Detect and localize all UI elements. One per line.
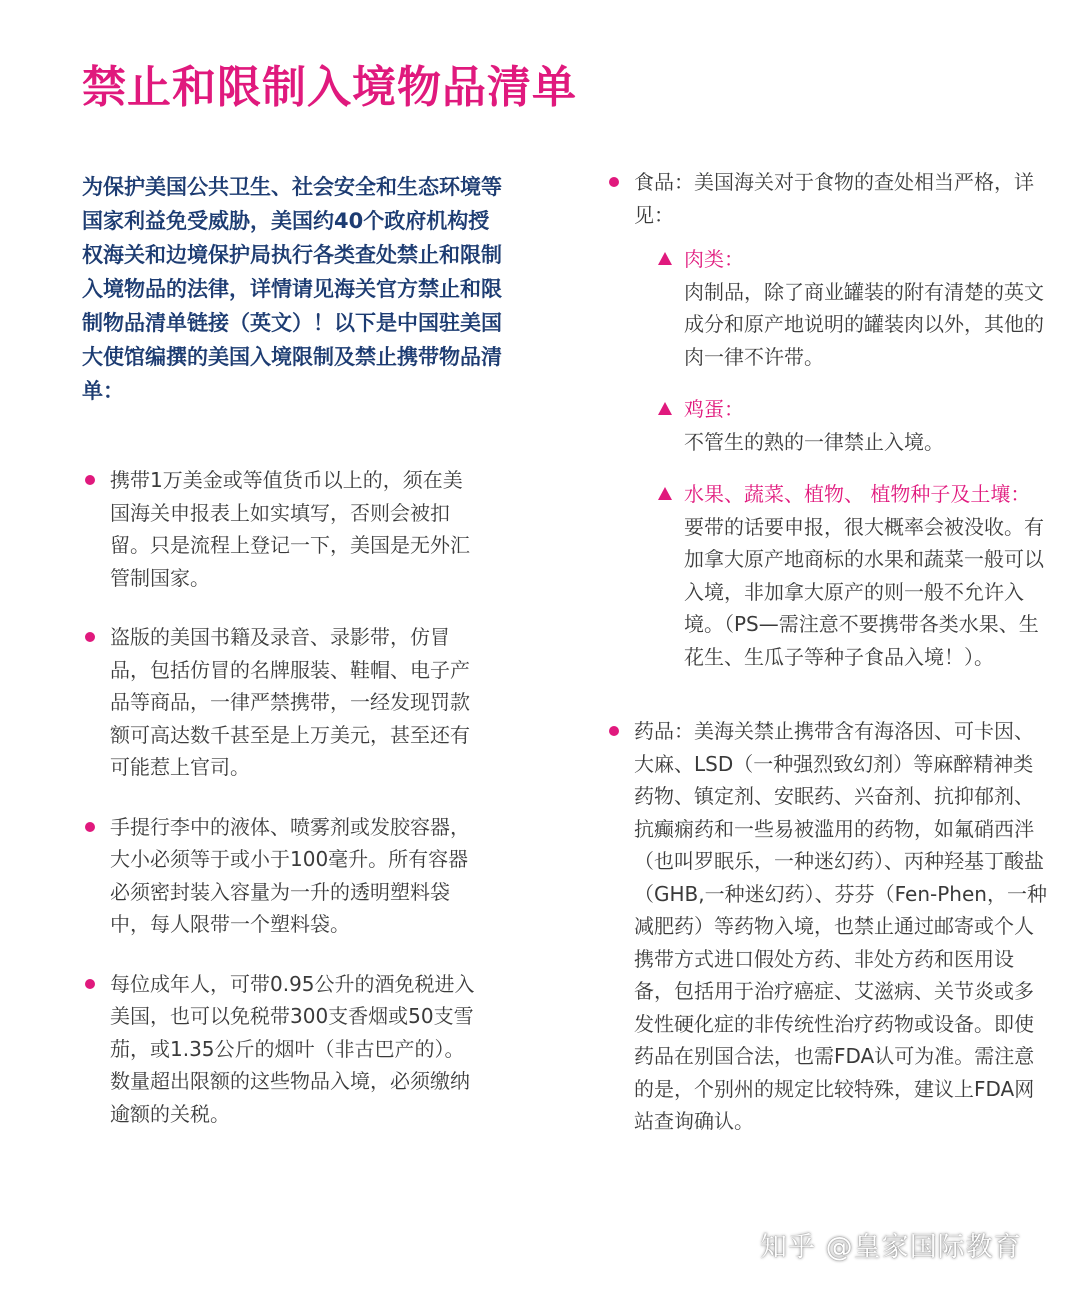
sub-body-text: 要带的话要申报，很大概率会被没收。有加拿大原产地商标的水果和蔬菜一般可以入境，非加拿大原产的则一般不允许入境。（PS—需注意不要携带各类水果、生花生、生瓜子等种子食品入境！）。 xyxy=(684,514,1044,669)
sub-heading xyxy=(658,393,1048,426)
bullet-dot-icon xyxy=(85,822,95,832)
page-title: 禁止和限制入境物品清单 xyxy=(82,62,577,113)
list-item xyxy=(82,968,482,1131)
food-section xyxy=(608,166,1048,673)
watermark: 知乎 @皇家国际教育 xyxy=(760,1232,1022,1263)
list-item xyxy=(82,464,482,594)
triangle-icon xyxy=(658,487,672,500)
sub-heading-text: 水果、蔬菜、植物、 植物种子及土壤： xyxy=(684,482,1031,506)
food-sub-produce xyxy=(658,478,1048,673)
sub-heading-text: 鸡蛋： xyxy=(684,397,744,421)
left-bullet-list xyxy=(82,464,482,1130)
list-item xyxy=(82,811,482,941)
sub-heading xyxy=(658,243,1048,276)
triangle-icon xyxy=(658,252,672,265)
bullet-dot-icon xyxy=(85,632,95,642)
food-intro: 食品：美国海关对于食物的查处相当严格，详见： xyxy=(634,170,1034,227)
list-item xyxy=(82,621,482,784)
list-item-text: 手提行李中的液体、喷雾剂或发胶容器，大小必须等于或小于100毫升。所有容器必须密封装入容量为一升的透明塑料袋中，每人限带一个塑料袋。 xyxy=(110,814,470,936)
sub-heading xyxy=(658,478,1048,511)
bullet-dot-icon xyxy=(85,475,95,485)
bullet-dot-icon xyxy=(609,177,619,187)
sub-body-text: 不管生的熟的一律禁止入境。 xyxy=(684,429,944,454)
medicine-section xyxy=(608,715,1048,1138)
list-item-text: 盗版的美国书籍及录音、录影带，仿冒品，包括仿冒的名牌服装、鞋帽、电子产品等商品，一律严禁携带，一经发现罚款额可高达数千甚至是上万美元，甚至还有可能惹上官司。 xyxy=(110,625,470,779)
list-item-text: 携带1万美金或等值货币以上的，须在美国海关申报表上如实填写，否则会被扣留。只是流程上登记一下，美国是无外汇管制国家。 xyxy=(110,468,470,590)
right-column xyxy=(608,166,1048,1138)
sub-heading-text: 肉类： xyxy=(684,247,744,271)
triangle-icon xyxy=(658,402,672,415)
food-sub-eggs xyxy=(658,393,1048,458)
list-item-text: 每位成年人，可带0.95公升的酒免税进入美国，也可以免税带300支香烟或50支雪茄，或1.35公斤的烟叶（非古巴产的）。数量超出限额的这些物品入境，必须缴纳逾额的关税。 xyxy=(110,971,475,1126)
sub-body-text: 肉制品，除了商业罐装的附有清楚的英文成分和原产地说明的罐装肉以外，其他的肉一律不许带。 xyxy=(684,279,1044,369)
bullet-dot-icon xyxy=(609,726,619,736)
medicine-text: 药品：美海关禁止携带含有海洛因、可卡因、大麻、LSD（一种强烈致幻剂）等麻醉精神类药物、镇定剂、安眠药、兴奋剂、抗抑郁剂、抗癫痫药和一些易被滥用的药物，如氟硝西泮（也叫罗眠乐，一种迷幻药）、丙种羟基丁酸盐 （GHB,一种迷幻药）、芬芬（Fen-Phen，一种减肥药）等药物入境，也禁止通过邮寄或个人携带方式进口假处方药、非处方药和医用设备，包括用于治疗癌症、艾滋病、关节炎或多发性硬化症的非传统性治疗药物或设备。即使药品在别国合法，也需FDA认可为准。需注意的是，个别州的规定比较特殊，建议上FDA网站查询确认。 xyxy=(634,719,1047,1133)
food-sub-meat xyxy=(658,243,1048,373)
bullet-dot-icon xyxy=(85,979,95,989)
intro-paragraph: 为保护美国公共卫生、社会安全和生态环境等国家利益免受威胁，美国约40个政府机构授权海关和边境保护局执行各类查处禁止和限制入境物品的法律，详情请见海关官方禁止和限制物品清单链接（英文）！以下是中国驻美国大使馆编撰的美国入境限制及禁止携带物品清单： xyxy=(82,175,502,403)
